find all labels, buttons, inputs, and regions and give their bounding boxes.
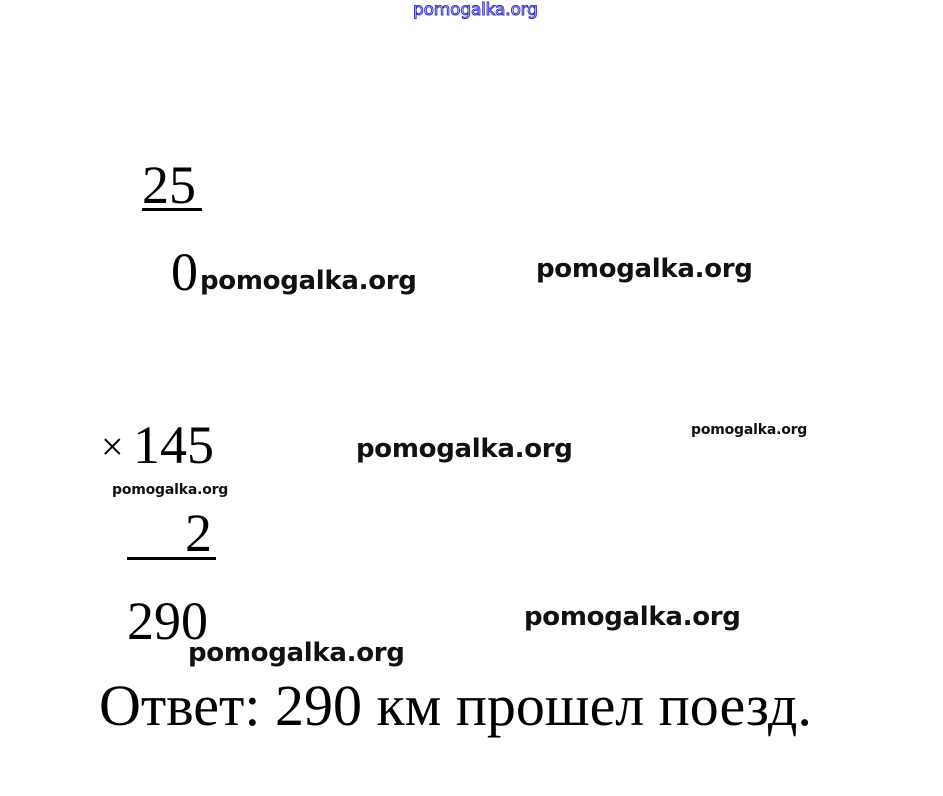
division-dividend: 25 <box>142 155 196 215</box>
watermark-3: pomogalka.org <box>356 434 573 464</box>
watermark-1: pomogalka.org <box>200 266 417 296</box>
answer-text: Ответ: 290 км прошел поезд. <box>99 673 812 738</box>
multiply-sign: × <box>101 424 124 469</box>
watermark-6: pomogalka.org <box>524 602 741 632</box>
division-underline <box>142 208 202 211</box>
multiplier: 2 <box>185 503 212 563</box>
watermark-2: pomogalka.org <box>536 254 753 284</box>
multiplicand: 145 <box>133 415 214 475</box>
watermark-7: pomogalka.org <box>188 638 405 668</box>
division-remainder: 0 <box>171 242 198 302</box>
watermark-5: pomogalka.org <box>112 482 229 498</box>
product: 290 <box>127 591 208 651</box>
watermark-top: pomogalka.org <box>413 0 538 20</box>
multiplication-underline <box>127 557 216 560</box>
watermark-4: pomogalka.org <box>691 422 808 438</box>
